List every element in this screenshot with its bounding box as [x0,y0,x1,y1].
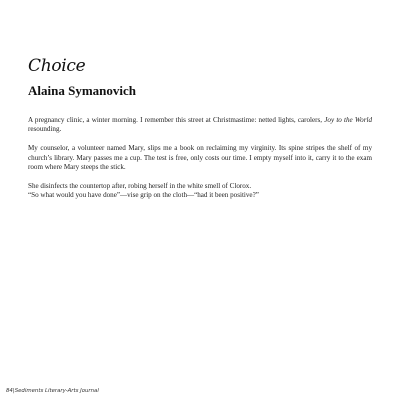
journal-name: Sediments Literary-Arts Journal [14,388,99,394]
footer-separator: | [12,388,15,394]
stanza-3 [28,182,372,200]
stanza-1-text: A pregnancy clinic, a winter morning. I remember this street at Christmastime: netted lights, carolers, [28,116,325,124]
stanza-1-end: resounding. [28,125,62,134]
stanza-2: My counselor, a volunteer named Mary, slips me a book on reclaiming my virginity. Its spine stripes the shelf of my church’s library. Mary passes me a cup. The test is free, only costs our time. I empty myself into it, carry it to the exam room where Mary steeps the stick. [28,144,372,171]
page-number: 84 [6,388,13,394]
stanza-3-line-2: “So what would you have done”—vise grip on the cloth—“had it been positive?” [28,191,259,200]
author-name: Alaina Symanovich [28,83,136,98]
poem-title: Choice [28,56,86,76]
song-title: Joy to the World [324,116,372,124]
page-footer [6,388,99,394]
stanza-3-line-1: She disinfects the countertop after, robing herself in the white smell of Clorox. [28,182,252,191]
poem-body [28,116,372,210]
stanza-1 [28,116,372,134]
